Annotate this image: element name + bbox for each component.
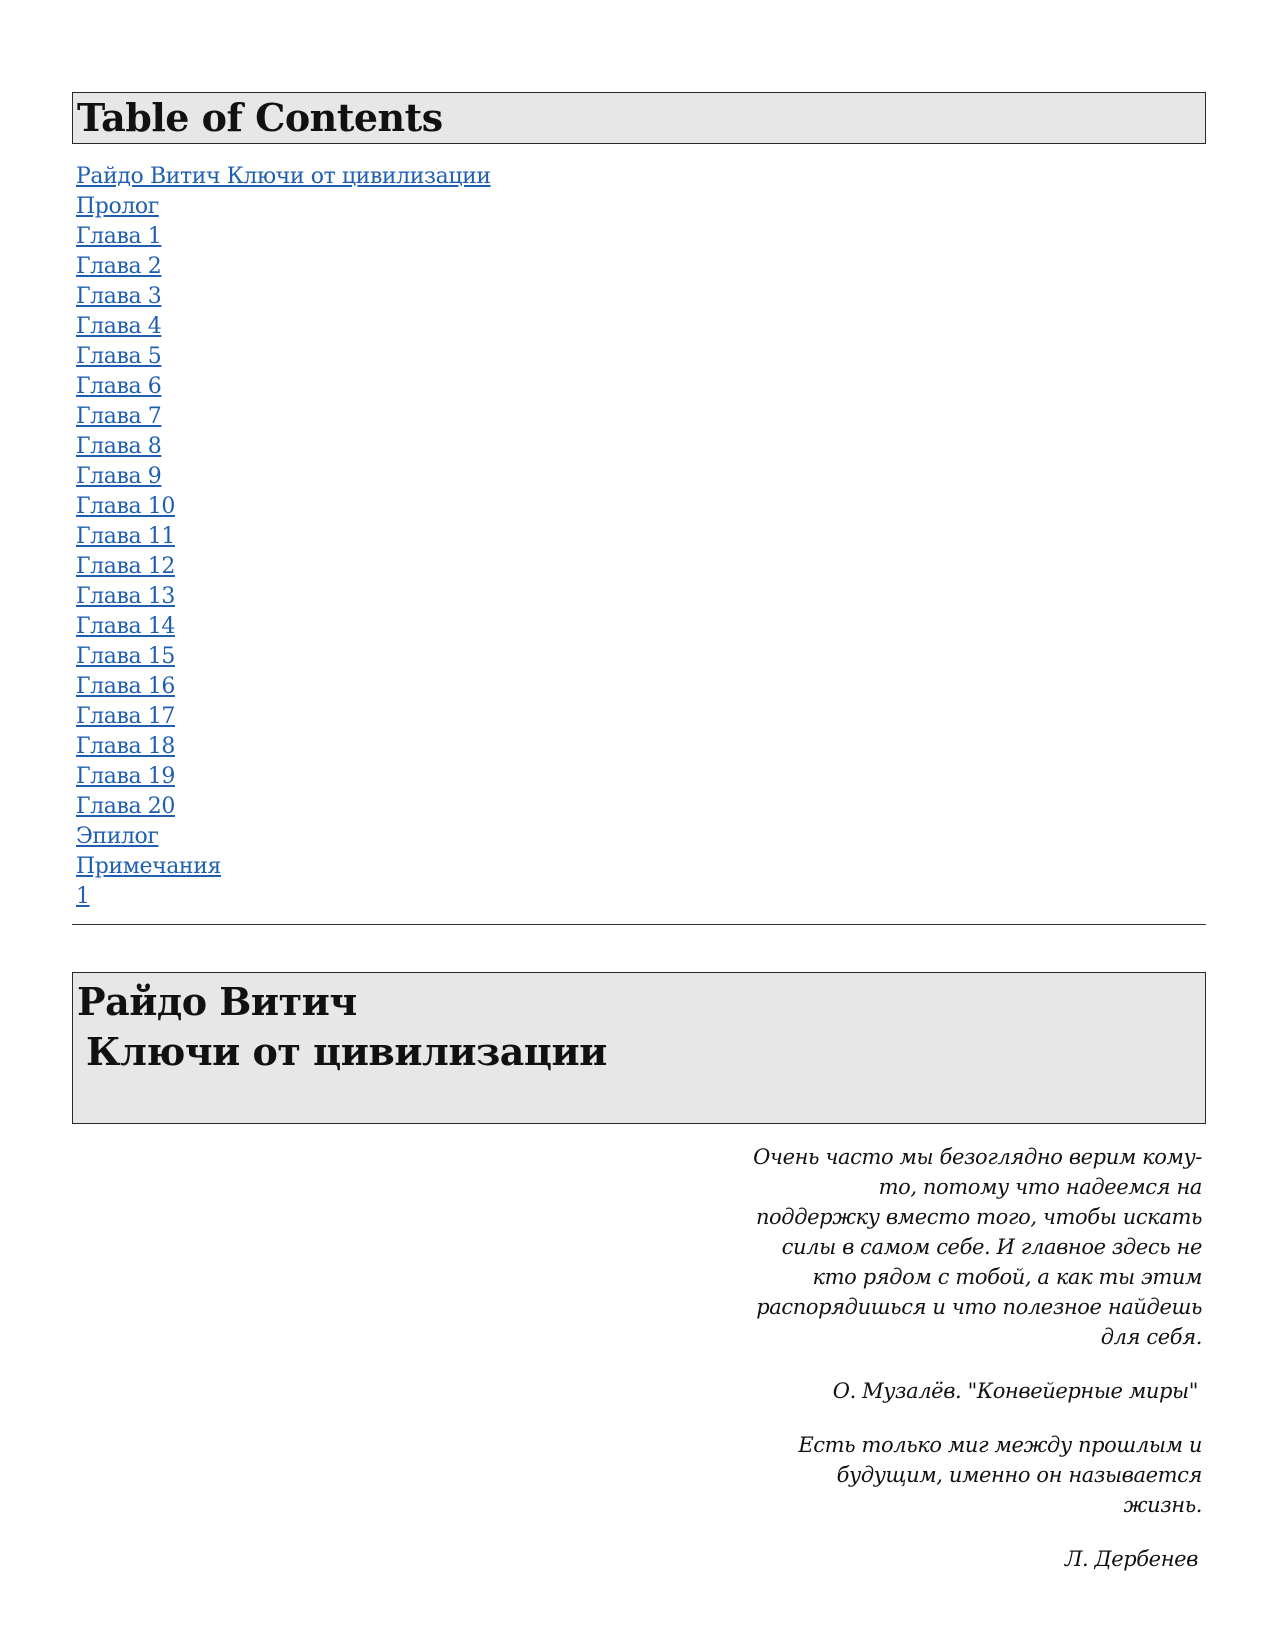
book-title-box: [72, 972, 1206, 1124]
toc-link-chapter-12[interactable]: Глава 12: [76, 554, 175, 579]
book-name: Ключи от цивилизации: [86, 1029, 607, 1074]
toc-item: [76, 762, 1206, 792]
toc-link-chapter-15[interactable]: Глава 15: [76, 644, 175, 669]
toc-link-chapter-18[interactable]: Глава 18: [76, 734, 175, 759]
toc-link-chapter-7[interactable]: Глава 7: [76, 404, 162, 429]
toc-item: [76, 222, 1206, 252]
toc-link-chapter-1[interactable]: Глава 1: [76, 224, 162, 249]
toc-title: Table of Contents: [77, 95, 443, 140]
toc-item: [76, 462, 1206, 492]
toc-link-book-title[interactable]: Райдо Витич Ключи от цивилизации: [76, 164, 491, 189]
toc-link-chapter-14[interactable]: Глава 14: [76, 614, 175, 639]
toc-list: [72, 144, 1206, 912]
document-page: [72, 92, 1206, 1574]
toc-item: [76, 882, 1206, 912]
toc-item: [76, 672, 1206, 702]
book-author: Райдо Витич: [77, 979, 357, 1024]
toc-item: [76, 522, 1206, 552]
toc-item: [76, 192, 1206, 222]
toc-link-epilogue[interactable]: Эпилог: [76, 824, 159, 849]
toc-link-chapter-13[interactable]: Глава 13: [76, 584, 175, 609]
toc-link-chapter-2[interactable]: Глава 2: [76, 254, 162, 279]
toc-item: [76, 642, 1206, 672]
toc-link-chapter-10[interactable]: Глава 10: [76, 494, 175, 519]
toc-item: [76, 342, 1206, 372]
toc-link-chapter-6[interactable]: Глава 6: [76, 374, 162, 399]
toc-link-chapter-4[interactable]: Глава 4: [76, 314, 162, 339]
epigraph-text: Есть только миг между прошлым и будущим, именно он называется жизнь.: [798, 1433, 1202, 1517]
toc-item: [76, 162, 1206, 192]
epigraph-author: Л. Дербенев: [1064, 1547, 1198, 1571]
toc-link-prologue[interactable]: Пролог: [76, 194, 159, 219]
toc-link-note-1[interactable]: 1: [76, 884, 90, 909]
epigraph-text: Очень часто мы безоглядно верим кому-то, потому что надеемся на поддержку вместо того, чтобы искать силы в самом себе. И главное здесь не кто рядом с тобой, а как ты этим распорядишься и что полезное найдешь для себя.: [753, 1145, 1202, 1349]
toc-item: [76, 282, 1206, 312]
toc-item: [76, 822, 1206, 852]
toc-item: [76, 582, 1206, 612]
toc-link-chapter-17[interactable]: Глава 17: [76, 704, 175, 729]
toc-link-chapter-19[interactable]: Глава 19: [76, 764, 175, 789]
toc-title-box: [72, 92, 1206, 144]
toc-item: [76, 732, 1206, 762]
toc-item: [76, 702, 1206, 732]
toc-link-chapter-3[interactable]: Глава 3: [76, 284, 162, 309]
toc-link-chapter-5[interactable]: Глава 5: [76, 344, 162, 369]
toc-item: [76, 792, 1206, 822]
toc-item: [76, 312, 1206, 342]
toc-link-chapter-8[interactable]: Глава 8: [76, 434, 162, 459]
toc-link-chapter-11[interactable]: Глава 11: [76, 524, 175, 549]
toc-item: [76, 432, 1206, 462]
toc-link-chapter-9[interactable]: Глава 9: [76, 464, 162, 489]
toc-item: [76, 492, 1206, 522]
epigraph-section: [72, 1142, 1206, 1574]
toc-item: [76, 402, 1206, 432]
epigraph-author: О. Музалёв. "Конвейерные миры": [832, 1379, 1198, 1403]
toc-item: [76, 552, 1206, 582]
toc-link-chapter-16[interactable]: Глава 16: [76, 674, 175, 699]
toc-item: [76, 252, 1206, 282]
toc-item: [76, 372, 1206, 402]
toc-item: [76, 612, 1206, 642]
book-title: [77, 977, 1201, 1077]
toc-item: [76, 852, 1206, 882]
toc-link-notes[interactable]: Примечания: [76, 854, 221, 879]
toc-link-chapter-20[interactable]: Глава 20: [76, 794, 175, 819]
section-divider: [72, 924, 1206, 925]
